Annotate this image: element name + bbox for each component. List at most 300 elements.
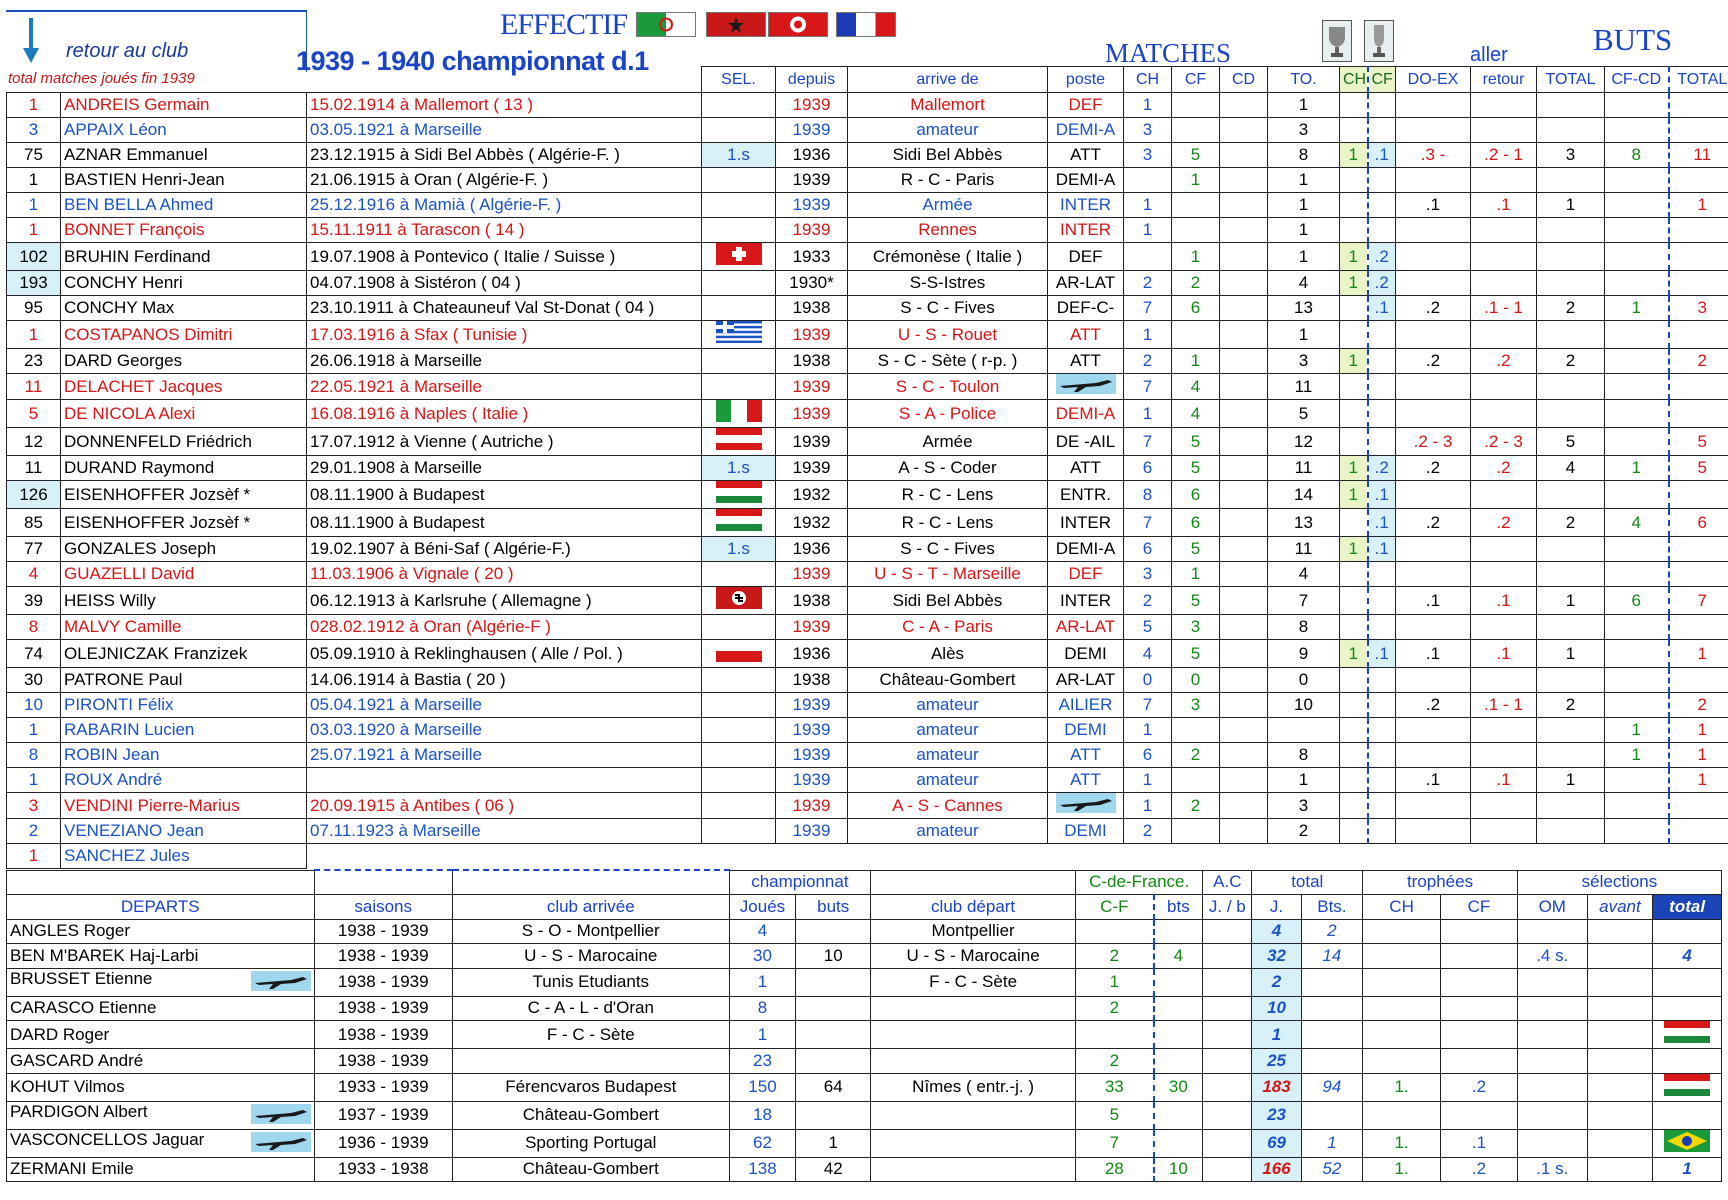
- col-do-ex: DO-EX: [1396, 67, 1471, 93]
- goals-cf-cd: 1: [1605, 296, 1669, 321]
- player-number: 102: [7, 243, 61, 271]
- poste-cell: INTER: [1048, 193, 1124, 218]
- goals-total: 5: [1537, 428, 1605, 456]
- club-arrivee-header: club arrivée: [452, 895, 729, 920]
- departure-row: [7, 1021, 1722, 1049]
- arrive-de-cell: C - A - Paris: [848, 615, 1048, 640]
- player-name: COSTAPANOS Dimitri: [61, 321, 307, 349]
- departure-total-b: 94: [1301, 1073, 1363, 1101]
- total-note: total matches joués fin 1939: [8, 70, 195, 87]
- buts-label: BUTS: [1593, 22, 1673, 57]
- saisons-header: saisons: [314, 895, 452, 920]
- departure-om: .4 s.: [1517, 944, 1587, 969]
- goals-do-ex: [1396, 718, 1471, 743]
- player-name: DURAND Raymond: [61, 456, 307, 481]
- arrive-de-cell: amateur: [848, 718, 1048, 743]
- departure-from: [871, 1021, 1076, 1049]
- depuis-cell: 1930*: [776, 271, 848, 296]
- player-number: 2: [7, 819, 61, 844]
- departure-total-j: 1: [1252, 1021, 1301, 1049]
- player-name: OLEJNICZAK Franzizek: [61, 640, 307, 668]
- departure-buts: 1: [796, 1129, 871, 1157]
- player-number: 1: [7, 218, 61, 243]
- departure-cf: 1: [1076, 968, 1154, 996]
- matches-cf: 5: [1172, 428, 1220, 456]
- flag-icon: [716, 481, 762, 508]
- selection-cell: [702, 615, 776, 640]
- trophy-cf: .1: [1368, 509, 1396, 537]
- arrive-de-cell: amateur: [848, 819, 1048, 844]
- departure-om: [1517, 996, 1587, 1021]
- goals-do-ex: [1396, 218, 1471, 243]
- matches-total: 4: [1268, 562, 1340, 587]
- goals-cf-cd: [1605, 693, 1669, 718]
- airplane-icon: [1056, 793, 1116, 818]
- goals-cf-cd: [1605, 793, 1669, 819]
- selection-flag: [1653, 1129, 1722, 1157]
- players-table: [6, 66, 1728, 869]
- poste-cell: DEMI-A: [1048, 537, 1124, 562]
- player-birth: 20.09.1915 à Antibes ( 06 ): [307, 793, 702, 819]
- selection-cell: [702, 93, 776, 118]
- selection-cell: [702, 718, 776, 743]
- departure-cf: [1076, 919, 1154, 944]
- player-number: 1: [7, 321, 61, 349]
- goals-total: [1537, 743, 1605, 768]
- goals-grand-total: [1669, 218, 1728, 243]
- player-name: DELACHET Jacques: [61, 374, 307, 400]
- matches-total: 10: [1268, 693, 1340, 718]
- player-row: [7, 218, 1728, 243]
- departure-row: [7, 996, 1722, 1021]
- goals-total: [1537, 668, 1605, 693]
- matches-cd: [1220, 768, 1268, 793]
- player-name: GONZALES Joseph: [61, 537, 307, 562]
- player-name: AZNAR Emmanuel: [61, 143, 307, 168]
- arrive-de-cell: S - A - Police: [848, 400, 1048, 428]
- player-birth: 028.02.1912 à Oran (Algérie-F ): [307, 615, 702, 640]
- player-number: 3: [7, 118, 61, 143]
- matches-cd: [1220, 743, 1268, 768]
- departure-joues: 30: [729, 944, 796, 969]
- trophy-cf: .1: [1368, 296, 1396, 321]
- matches-cd: [1220, 587, 1268, 615]
- poste-cell: AR-LAT: [1048, 615, 1124, 640]
- buts-header: buts: [796, 895, 871, 920]
- departure-joues: 62: [729, 1129, 796, 1157]
- departure-jb: [1203, 1021, 1252, 1049]
- matches-total: 5: [1268, 400, 1340, 428]
- goals-do-ex: .2: [1396, 349, 1471, 374]
- matches-ch: 1: [1124, 93, 1172, 118]
- goals-total: [1537, 243, 1605, 271]
- col-to: TO.: [1268, 67, 1340, 93]
- arrive-de-cell: amateur: [848, 118, 1048, 143]
- trophy-cf: .1: [1368, 537, 1396, 562]
- departure-name: ZERMANI Emile: [7, 1157, 315, 1182]
- player-row: [7, 481, 1728, 509]
- player-number: 1: [7, 768, 61, 793]
- cdf-header: C-de-France.: [1076, 870, 1203, 895]
- page-title: 1939 - 1940 championnat d.1: [296, 46, 649, 76]
- departure-joues: 138: [729, 1157, 796, 1182]
- poste-cell: INTER: [1048, 587, 1124, 615]
- player-row: [7, 819, 1728, 844]
- player-row: [7, 428, 1728, 456]
- departure-total-b: 52: [1301, 1157, 1363, 1182]
- player-row: [7, 321, 1728, 349]
- goals-cf-cd: [1605, 819, 1669, 844]
- goals-total: 3: [1537, 143, 1605, 168]
- trophy-ch: 1: [1340, 243, 1368, 271]
- goals-do-ex: .2 - 3: [1396, 428, 1471, 456]
- depuis-cell: 1932: [776, 481, 848, 509]
- departure-total-b: 14: [1301, 944, 1363, 969]
- goals-grand-total: [1669, 321, 1728, 349]
- trophy-cf: [1368, 93, 1396, 118]
- player-name: DARD Georges: [61, 349, 307, 374]
- player-name: SANCHEZ Jules: [61, 844, 307, 869]
- goals-total: 4: [1537, 456, 1605, 481]
- player-birth: 08.11.1900 à Budapest: [307, 481, 702, 509]
- matches-total: 0: [1268, 668, 1340, 693]
- player-number: 75: [7, 143, 61, 168]
- player-name: BRUHIN Ferdinand: [61, 243, 307, 271]
- departure-bts: [1154, 1049, 1203, 1074]
- goals-do-ex: [1396, 168, 1471, 193]
- departure-trophy-cf: [1441, 1049, 1518, 1074]
- goals-retour: [1471, 481, 1537, 509]
- arrive-de-cell: Armée: [848, 193, 1048, 218]
- departure-cf: 7: [1076, 1129, 1154, 1157]
- departure-om: [1517, 968, 1587, 996]
- player-name: BONNET François: [61, 218, 307, 243]
- trophy-ch: [1340, 374, 1368, 400]
- nationality-flag: [702, 428, 776, 456]
- trophy-cf: [1368, 349, 1396, 374]
- goals-total: [1537, 793, 1605, 819]
- departure-trophy-ch: [1363, 1049, 1441, 1074]
- goals-retour: [1471, 562, 1537, 587]
- departure-total-b: 2: [1301, 919, 1363, 944]
- goals-cf-cd: 1: [1605, 718, 1669, 743]
- goals-retour: [1471, 168, 1537, 193]
- goals-do-ex: [1396, 374, 1471, 400]
- goals-cf-cd: [1605, 321, 1669, 349]
- goals-grand-total: [1669, 374, 1728, 400]
- departure-trophy-cf: [1441, 1101, 1518, 1129]
- departure-name: PARDIGON Albert: [10, 1101, 148, 1121]
- arrive-de-cell: Sidi Bel Abbès: [848, 587, 1048, 615]
- matches-total: 7: [1268, 587, 1340, 615]
- departure-name-cell: [7, 1129, 315, 1157]
- trophy-ch: [1340, 93, 1368, 118]
- flag-icon: [716, 509, 762, 536]
- departure-row: [7, 1129, 1722, 1157]
- goals-do-ex: [1396, 562, 1471, 587]
- poste-cell: [1048, 793, 1124, 819]
- goals-retour: [1471, 537, 1537, 562]
- selection-cell: 1.s: [702, 537, 776, 562]
- matches-ch: 6: [1124, 537, 1172, 562]
- departure-om: [1517, 1129, 1587, 1157]
- player-row: [7, 243, 1728, 271]
- depuis-cell: 1939: [776, 400, 848, 428]
- depuis-cell: 1936: [776, 640, 848, 668]
- departure-row: [7, 968, 1722, 996]
- col-total-buts: TOTAL: [1669, 67, 1728, 93]
- matches-ch: 1: [1124, 218, 1172, 243]
- departure-from: [871, 1049, 1076, 1074]
- trophy-cf: [1368, 562, 1396, 587]
- arrive-de-cell: Crémonèse ( Italie ): [848, 243, 1048, 271]
- player-number: 1: [7, 193, 61, 218]
- col-poste: poste: [1048, 67, 1124, 93]
- matches-cf: 0: [1172, 668, 1220, 693]
- matches-ch: 1: [1124, 718, 1172, 743]
- departure-total-b: [1301, 1021, 1363, 1049]
- nationality-flag: [702, 481, 776, 509]
- player-row: [7, 118, 1728, 143]
- matches-ch: 4: [1124, 640, 1172, 668]
- matches-cd: [1220, 374, 1268, 400]
- departure-trophy-ch: [1363, 996, 1441, 1021]
- matches-cf: [1172, 321, 1220, 349]
- player-name: ROUX André: [61, 768, 307, 793]
- player-row: [7, 640, 1728, 668]
- goals-total: [1537, 481, 1605, 509]
- player-row: [7, 374, 1728, 400]
- goals-retour: .1 - 1: [1471, 296, 1537, 321]
- jb-header: J. / b: [1203, 895, 1252, 920]
- player-row: [7, 456, 1728, 481]
- goals-grand-total: 1: [1669, 718, 1728, 743]
- j-header: J.: [1252, 895, 1301, 920]
- departure-from: U - S - Marocaine: [871, 944, 1076, 969]
- departure-name: VASCONCELLOS Jaguar: [10, 1129, 205, 1149]
- departure-trophy-ch: 1.: [1363, 1073, 1441, 1101]
- poste-cell: DEMI: [1048, 819, 1124, 844]
- departure-total-b: [1301, 1049, 1363, 1074]
- departure-avant: [1587, 919, 1653, 944]
- trophy-ch: [1340, 168, 1368, 193]
- arrive-de-cell: Mallemort: [848, 93, 1048, 118]
- trophy-cf: .2: [1368, 271, 1396, 296]
- goals-total: [1537, 537, 1605, 562]
- matches-cf: [1172, 118, 1220, 143]
- departure-row: [7, 1073, 1722, 1101]
- goals-grand-total: 1: [1669, 768, 1728, 793]
- depuis-cell: 1939: [776, 218, 848, 243]
- goals-grand-total: [1669, 615, 1728, 640]
- total-sel-header: total: [1653, 895, 1722, 920]
- bts2-header: Bts.: [1301, 895, 1363, 920]
- goals-retour: [1471, 668, 1537, 693]
- tunisia-flag-icon: [768, 12, 828, 37]
- goals-do-ex: [1396, 793, 1471, 819]
- ac-header: A.C: [1203, 870, 1252, 895]
- departure-jb: [1203, 919, 1252, 944]
- player-number: 11: [7, 374, 61, 400]
- arrive-de-cell: Sidi Bel Abbès: [848, 143, 1048, 168]
- goals-do-ex: [1396, 615, 1471, 640]
- goals-retour: [1471, 718, 1537, 743]
- departure-jb: [1203, 1101, 1252, 1129]
- matches-cf: 6: [1172, 509, 1220, 537]
- flag-icon: [716, 321, 762, 348]
- matches-total: 1: [1268, 768, 1340, 793]
- matches-cf: [1172, 93, 1220, 118]
- player-name: HEISS Willy: [61, 587, 307, 615]
- departure-name: GASCARD André: [7, 1049, 315, 1074]
- player-number: 3: [7, 793, 61, 819]
- player-birth: [307, 768, 702, 793]
- player-name: ANDREIS Germain: [61, 93, 307, 118]
- departure-avant: [1587, 1129, 1653, 1157]
- col-cf: CF: [1172, 67, 1220, 93]
- matches-cf: 2: [1172, 793, 1220, 819]
- departure-om: .1 s.: [1517, 1157, 1587, 1182]
- player-row: [7, 93, 1728, 118]
- departure-buts: [796, 968, 871, 996]
- depuis-cell: 1939: [776, 168, 848, 193]
- selection-total: [1653, 1101, 1722, 1129]
- player-birth: 08.11.1900 à Budapest: [307, 509, 702, 537]
- player-number: 95: [7, 296, 61, 321]
- departure-name: CARASCO Etienne: [7, 996, 315, 1021]
- player-number: 10: [7, 693, 61, 718]
- goals-do-ex: [1396, 118, 1471, 143]
- player-birth: 16.08.1916 à Naples ( Italie ): [307, 400, 702, 428]
- goals-retour: .2: [1471, 456, 1537, 481]
- matches-total: 13: [1268, 296, 1340, 321]
- matches-cd: [1220, 93, 1268, 118]
- departure-name: DARD Roger: [7, 1021, 315, 1049]
- goals-retour: [1471, 374, 1537, 400]
- matches-cd: [1220, 615, 1268, 640]
- matches-cf: 4: [1172, 374, 1220, 400]
- player-number: 1: [7, 718, 61, 743]
- matches-label: MATCHES: [1105, 38, 1232, 68]
- departure-seasons: 1938 - 1939: [314, 919, 452, 944]
- trophy-ch: 1: [1340, 456, 1368, 481]
- goals-grand-total: [1669, 481, 1728, 509]
- depuis-cell: 1939: [776, 615, 848, 640]
- player-birth: 03.03.1920 à Marseille: [307, 718, 702, 743]
- departure-seasons: 1938 - 1939: [314, 1021, 452, 1049]
- nationality-flag: [702, 321, 776, 349]
- departure-buts: [796, 1049, 871, 1074]
- player-name: EISENHOFFER Jozsèf *: [61, 509, 307, 537]
- player-name: EISENHOFFER Jozsèf *: [61, 481, 307, 509]
- matches-total: 4: [1268, 271, 1340, 296]
- arrive-de-cell: S-S-Istres: [848, 271, 1048, 296]
- player-row: [7, 509, 1728, 537]
- goals-grand-total: 5: [1669, 456, 1728, 481]
- selection-cell: [702, 118, 776, 143]
- arrive-de-cell: A - S - Cannes: [848, 793, 1048, 819]
- depuis-cell: 1939: [776, 374, 848, 400]
- departure-total-j: 10: [1252, 996, 1301, 1021]
- matches-ch: 3: [1124, 118, 1172, 143]
- matches-total: 2: [1268, 819, 1340, 844]
- goals-total: [1537, 562, 1605, 587]
- player-birth: 03.05.1921 à Marseille: [307, 118, 702, 143]
- poste-cell: DEMI: [1048, 640, 1124, 668]
- arrive-de-cell: amateur: [848, 743, 1048, 768]
- departure-cf: 2: [1076, 996, 1154, 1021]
- player-name: VENDINI Pierre-Marius: [61, 793, 307, 819]
- departure-trophy-cf: [1441, 996, 1518, 1021]
- col-sel: SEL.: [702, 67, 776, 93]
- player-birth: 07.11.1923 à Marseille: [307, 819, 702, 844]
- player-name: VENEZIANO Jean: [61, 819, 307, 844]
- goals-cf-cd: [1605, 243, 1669, 271]
- departure-row: [7, 1101, 1722, 1129]
- goals-total: [1537, 819, 1605, 844]
- departure-club: U - S - Marocaine: [452, 944, 729, 969]
- departure-name: KOHUT Vilmos: [7, 1073, 315, 1101]
- selection-total: 4: [1653, 944, 1722, 969]
- departure-from: [871, 1157, 1076, 1182]
- player-birth: 05.09.1910 à Reklinghausen ( Alle / Pol. ): [307, 640, 702, 668]
- matches-cd: [1220, 509, 1268, 537]
- player-birth: 23.10.1911 à Chateauneuf Val St-Donat ( 04 ): [307, 296, 702, 321]
- matches-total: 9: [1268, 640, 1340, 668]
- departures-table: [6, 869, 1722, 1182]
- goals-do-ex: [1396, 271, 1471, 296]
- matches-cd: [1220, 693, 1268, 718]
- trophy-icon: [1322, 20, 1352, 62]
- arrive-de-cell: A - S - Coder: [848, 456, 1048, 481]
- departure-joues: 1: [729, 1021, 796, 1049]
- selection-cell: [702, 374, 776, 400]
- player-number: 23: [7, 349, 61, 374]
- goals-grand-total: [1669, 668, 1728, 693]
- selection-cell: 1.s: [702, 143, 776, 168]
- goals-grand-total: [1669, 819, 1728, 844]
- departure-bts: 10: [1154, 1157, 1203, 1182]
- selection-cell: [702, 271, 776, 296]
- matches-cd: [1220, 193, 1268, 218]
- poste-cell: INTER: [1048, 218, 1124, 243]
- departure-cf: 2: [1076, 1049, 1154, 1074]
- goals-retour: .2: [1471, 509, 1537, 537]
- player-number: 77: [7, 537, 61, 562]
- player-birth: 14.06.1914 à Bastia ( 20 ): [307, 668, 702, 693]
- goals-cf-cd: [1605, 218, 1669, 243]
- matches-total: 13: [1268, 509, 1340, 537]
- departure-seasons: 1938 - 1939: [314, 944, 452, 969]
- departure-om: [1517, 1021, 1587, 1049]
- selection-cell: [702, 743, 776, 768]
- selection-cell: [702, 693, 776, 718]
- depuis-cell: 1938: [776, 668, 848, 693]
- departure-joues: 8: [729, 996, 796, 1021]
- departure-trophy-cf: [1441, 1021, 1518, 1049]
- departure-seasons: 1933 - 1938: [314, 1157, 452, 1182]
- goals-grand-total: [1669, 243, 1728, 271]
- airplane-icon: [251, 1132, 311, 1157]
- goals-grand-total: 6: [1669, 509, 1728, 537]
- matches-cd: [1220, 456, 1268, 481]
- goals-cf-cd: [1605, 271, 1669, 296]
- arrive-de-cell: S - C - Fives: [848, 537, 1048, 562]
- matches-total: 8: [1268, 615, 1340, 640]
- matches-total: [1268, 718, 1340, 743]
- goals-total: [1537, 718, 1605, 743]
- departure-trophy-cf: [1441, 944, 1518, 969]
